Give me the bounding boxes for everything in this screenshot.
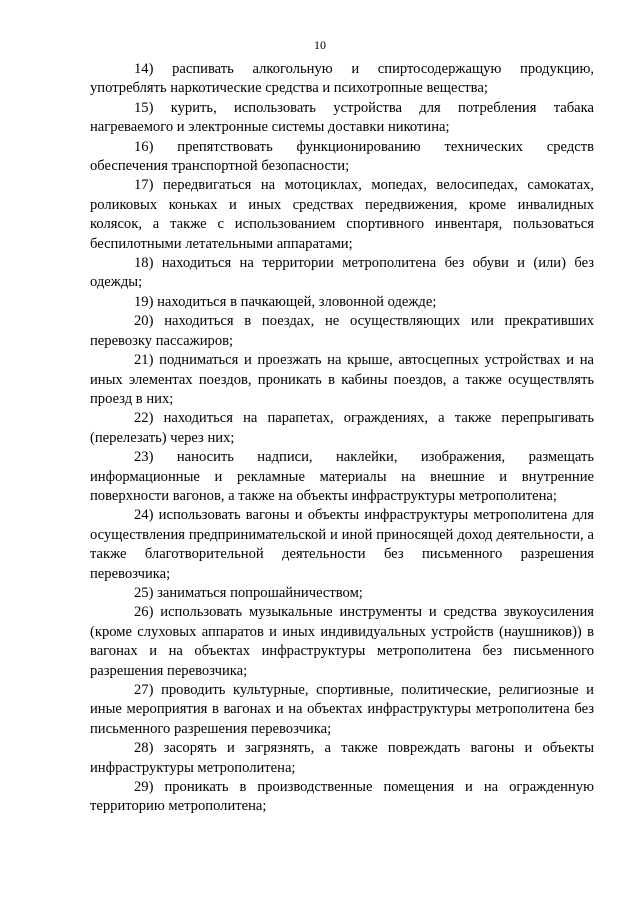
list-item: 24) использовать вагоны и объекты инфраструктуры метрополитена для осуществления предпринимательской и иной приносящей доход деятельности, а также благотворительной деятельности без письменного разрешения перевозчика; bbox=[90, 507, 594, 582]
page-number: 10 bbox=[314, 38, 326, 52]
list-item: 21) подниматься и проезжать на крыше, автосцепных устройствах и на иных элементах поездов, проникать в кабины поездов, а также осуществлять проезд в них; bbox=[90, 352, 594, 407]
list-item: 17) передвигаться на мотоциклах, мопедах, велосипедах, самокатах, роликовых коньках и иных средствах передвижения, кроме инвалидных колясок, а также с использованием спортивного инвентаря, пользоваться беспилотными летательными аппаратами; bbox=[90, 177, 594, 252]
document-body bbox=[90, 60, 594, 817]
list-item: 15) курить, использовать устройства для потребления табака нагреваемого и электронные системы доставки никотина; bbox=[90, 99, 594, 136]
list-item: 14) распивать алкогольную и спиртосодержащую продукцию, употреблять наркотические средства и психотропные вещества; bbox=[90, 61, 594, 97]
list-item: 22) находиться на парапетах, ограждениях, а также перепрыгивать (перелезать) через них; bbox=[90, 410, 594, 446]
list-item: 16) препятствовать функционированию технических средств обеспечения транспортной безопасности; bbox=[90, 138, 594, 175]
list-item: 20) находиться в поездах, не осуществляющих или прекративших перевозку пассажиров; bbox=[90, 313, 594, 349]
list-item: 18) находиться на территории метрополитена без обуви и (или) без одежды; bbox=[90, 255, 594, 291]
list-item: 23) наносить надписи, наклейки, изображения, размещать информационные и рекламные материалы на внешние и внутренние поверхности вагонов, а также на объекты инфраструктуры метрополитена; bbox=[90, 449, 594, 504]
list-item: 28) засорять и загрязнять, а также повреждать вагоны и объекты инфраструктуры метрополитена; bbox=[90, 740, 594, 776]
list-item: 19) находиться в пачкающей, зловонной одежде; bbox=[134, 293, 437, 310]
list-item: 29) проникать в производственные помещения и на огражденную территорию метрополитена; bbox=[90, 779, 594, 815]
list-item: 27) проводить культурные, спортивные, политические, религиозные и иные мероприятия в вагонах и на объектах инфраструктуры метрополитена без письменного разрешения перевозчика; bbox=[90, 682, 594, 737]
list-item: 25) заниматься попрошайничеством; bbox=[134, 584, 363, 601]
list-item: 26) использовать музыкальные инструменты и средства звукоусиления (кроме слуховых аппаратов и иных индивидуальных устройств (наушников)) в вагонах и на объектах инфраструктуры метрополитена без письменного разрешения перевозчика; bbox=[90, 604, 594, 679]
